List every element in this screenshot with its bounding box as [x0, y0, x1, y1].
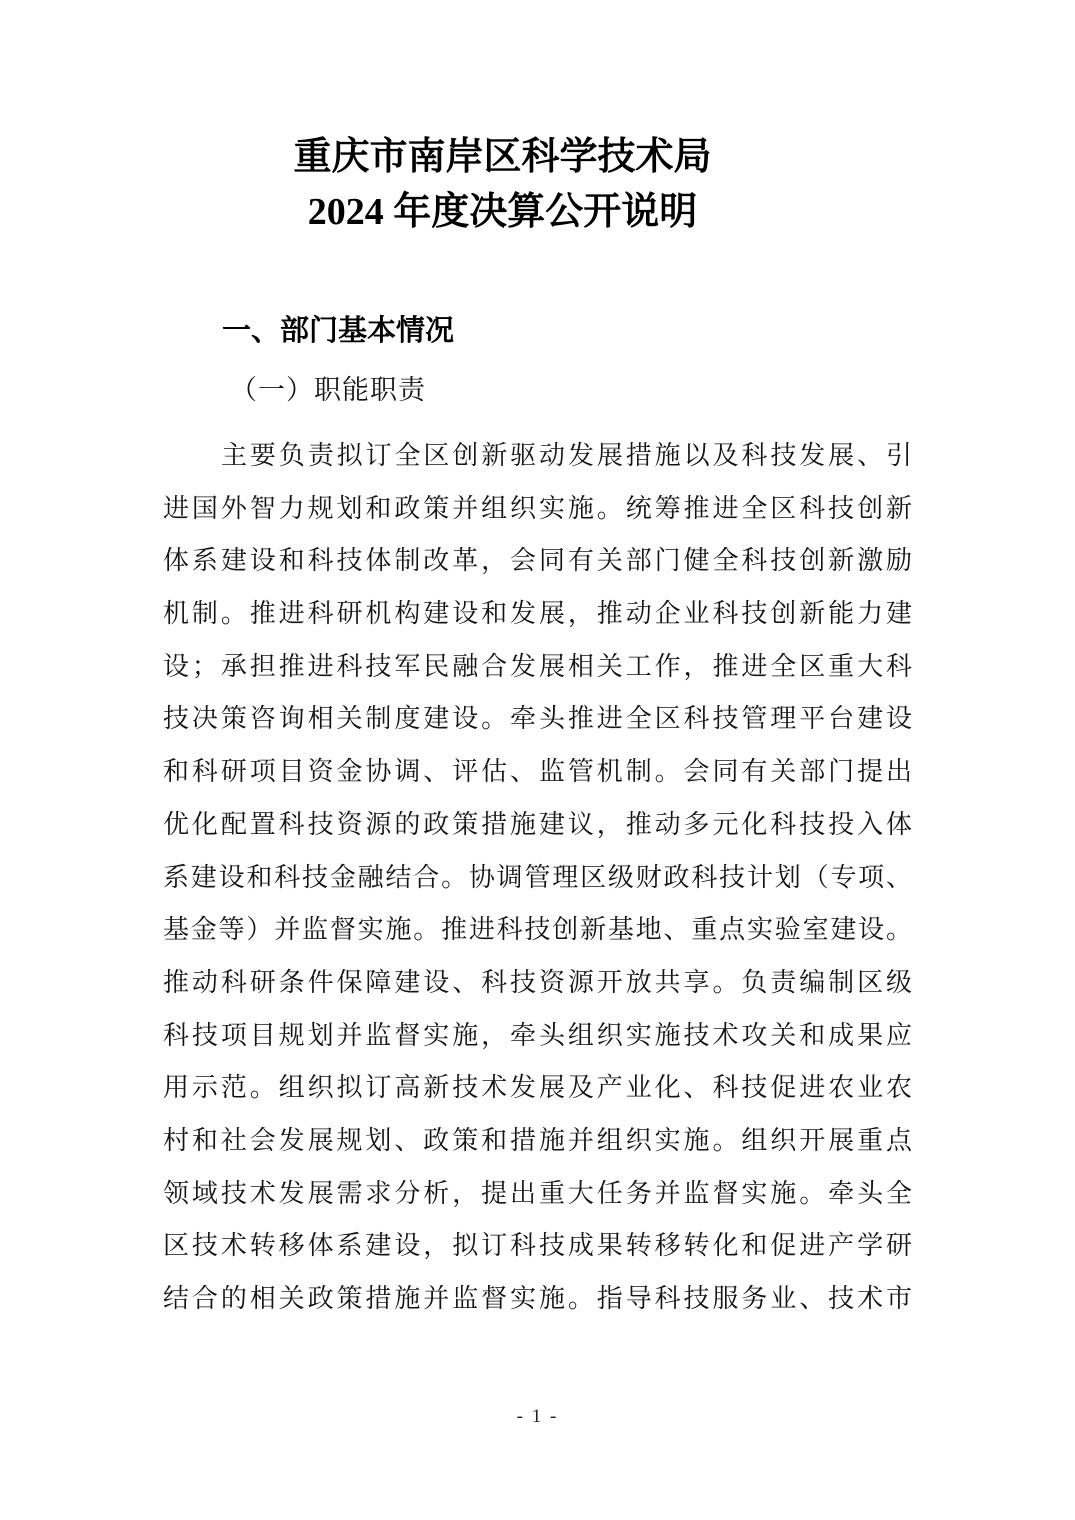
- paragraph-line: 用示范。组织拟订高新技术发展及产业化、科技促进农业农: [163, 1073, 912, 1103]
- paragraph-line: 机制。推进科研机构建设和发展，推动企业科技创新能力建: [163, 599, 912, 629]
- paragraph-line: 优化配置科技资源的政策措施建议，推动多元化科技投入体: [163, 809, 912, 839]
- paragraph-line: 推动科研条件保障建设、科技资源开放共享。负责编制区级: [163, 967, 912, 997]
- document-title-line-2: 2024 年度决算公开说明: [307, 191, 698, 233]
- paragraph-line: 主要负责拟订全区创新驱动发展措施以及科技发展、引: [221, 441, 912, 470]
- paragraph-line: 体系建设和科技体制改革，会同有关部门健全科技创新激励: [163, 546, 912, 576]
- paragraph-line: 进国外智力规划和政策并组织实施。统筹推进全区科技创新: [163, 493, 912, 523]
- paragraph-line: 科技项目规划并监督实施，牵头组织实施技术攻关和成果应: [163, 1020, 912, 1050]
- section-heading-basic-info: 一、部门基本情况: [222, 315, 455, 347]
- paragraph-line: 结合的相关政策措施并监督实施。指导科技服务业、技术市: [163, 1284, 912, 1313]
- document-title-line-1: 重庆市南岸区科学技术局: [293, 136, 712, 178]
- paragraph-line: 技决策咨询相关制度建设。牵头推进全区科技管理平台建设: [163, 704, 912, 734]
- paragraph-line: 设；承担推进科技军民融合发展相关工作，推进全区重大科: [163, 651, 912, 681]
- paragraph-line: 村和社会发展规划、政策和措施并组织实施。组织开展重点: [163, 1125, 912, 1155]
- document-title: [128, 130, 877, 240]
- page-number: - 1 -: [516, 1406, 559, 1427]
- paragraph-line: 基金等）并监督实施。推进科技创新基地、重点实验室建设。: [163, 915, 912, 945]
- paragraph-line: 领域技术发展需求分析，提出重大任务并监督实施。牵头全: [163, 1178, 912, 1208]
- body-paragraph: [163, 430, 912, 1326]
- paragraph-line: 区技术转移体系建设，拟订科技成果转移转化和促进产学研: [163, 1231, 912, 1261]
- paragraph-line: 系建设和科技金融结合。协调管理区级财政科技计划（专项、: [163, 862, 912, 892]
- paragraph-line: 和科研项目资金协调、评估、监管机制。会同有关部门提出: [163, 757, 912, 787]
- subsection-heading-duties: （一）职能职责: [230, 375, 426, 405]
